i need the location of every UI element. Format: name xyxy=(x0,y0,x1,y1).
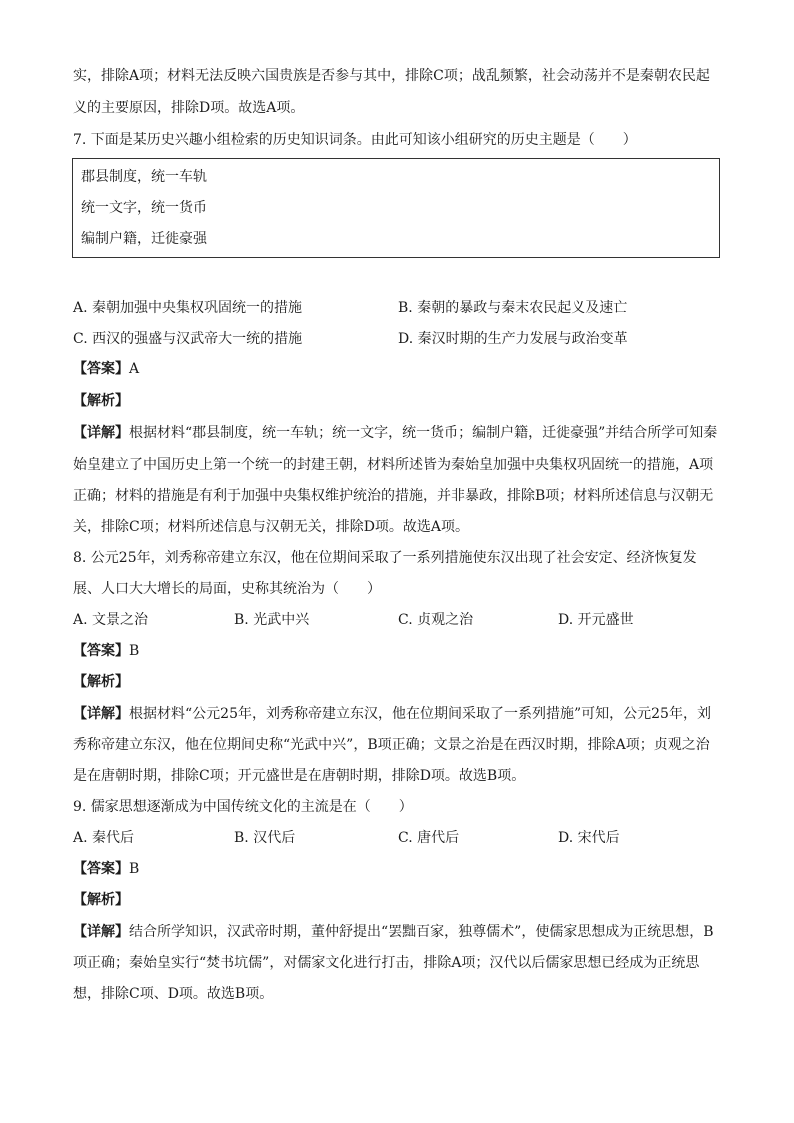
explanation-line: 正确；材料的措施是有利于加强中央集权维护统治的措施，并非暴政，排除B项；材料所述信息与汉朝无 xyxy=(73,488,714,504)
detail-label: 【详解】 xyxy=(73,924,129,940)
option-a: A. 文景之治 xyxy=(73,612,149,628)
question-8-stem: 8. 公元25年，刘秀称帝建立东汉，他在位期间采取了一系列措施使东汉出现了社会安定、经济恢复发 xyxy=(73,550,697,566)
analysis-label: 【解析】 xyxy=(73,892,129,908)
material-line: 统一文字，统一货币 xyxy=(81,200,207,216)
answer-label: 【答案】 xyxy=(73,643,129,659)
answer-line xyxy=(73,641,733,661)
option-a: A. 秦朝加强中央集权巩固统一的措施 xyxy=(73,300,303,316)
option-a: A. 秦代后 xyxy=(73,830,135,846)
question-8-stem: 展、人口大大增长的局面，史称其统治为（ ） xyxy=(73,581,381,597)
option-d: D. 宋代后 xyxy=(558,830,620,846)
explanation-line: 关，排除C项；材料所述信息与汉朝无关，排除D项。故选A项。 xyxy=(73,519,470,535)
explanation-line: 【详解】根据材料“郡县制度，统一车轨；统一文字，统一货币；编制户籍，迁徙豪强”并结合所学可知秦 xyxy=(73,425,718,441)
explanation-line: 项正确；秦始皇实行“焚书坑儒”，对儒家文化进行打击，排除A项；汉代以后儒家思想已经成为正统思 xyxy=(73,955,700,971)
question-7-stem: 7. 下面是某历史兴趣小组检索的历史知识词条。由此可知该小组研究的历史主题是（ ） xyxy=(73,132,637,148)
explanation-line: 秀称帝建立东汉，他在位期间史称“光武中兴”，B项正确；文景之治是在西汉时期，排除A项；贞观之治 xyxy=(73,737,710,753)
analysis-label: 【解析】 xyxy=(73,674,129,690)
detail-label: 【详解】 xyxy=(73,706,129,722)
option-b: B. 光武中兴 xyxy=(234,612,310,628)
answer-line xyxy=(73,359,733,379)
option-c: C. 唐代后 xyxy=(398,830,460,846)
option-b: B. 汉代后 xyxy=(234,830,296,846)
answer-label: 【答案】 xyxy=(73,361,129,377)
detail-label: 【详解】 xyxy=(73,425,129,441)
paragraph-line: 实，排除A项；材料无法反映六国贵族是否参与其中，排除C项；战乱频繁，社会动荡并不是秦朝农民起 xyxy=(73,68,710,84)
answer-line xyxy=(73,859,733,879)
explanation-line: 【详解】结合所学知识，汉武帝时期，董仲舒提出“罢黜百家，独尊儒术”，使儒家思想成为正统思想，B xyxy=(73,924,714,940)
option-d: D. 秦汉时期的生产力发展与政治变革 xyxy=(398,331,628,347)
material-line: 郡县制度，统一车轨 xyxy=(81,169,207,185)
explanation-line: 【详解】根据材料“公元25年，刘秀称帝建立东汉，他在位期间采取了一系列措施”可知，公元25年，刘 xyxy=(73,706,711,722)
question-9-stem: 9. 儒家思想逐渐成为中国传统文化的主流是在（ ） xyxy=(73,799,413,815)
option-d: D. 开元盛世 xyxy=(558,612,634,628)
answer-label: 【答案】 xyxy=(73,861,129,877)
answer-value: A xyxy=(129,361,140,377)
option-b: B. 秦朝的暴政与秦末农民起义及速亡 xyxy=(398,300,628,316)
answer-value: B xyxy=(129,643,140,659)
explanation-line: 始皇建立了中国历史上第一个统一的封建王朝，材料所述皆为秦始皇加强中央集权巩固统一的措施，A项 xyxy=(73,457,714,473)
explanation-line: 是在唐朝时期，排除C项；开元盛世是在唐朝时期，排除D项。故选B项。 xyxy=(73,768,526,784)
answer-value: B xyxy=(129,861,140,877)
material-line: 编制户籍，迁徙豪强 xyxy=(81,231,207,247)
explanation-line: 想，排除C项、D项。故选B项。 xyxy=(73,986,274,1002)
paragraph-line: 义的主要原因，排除D项。故选A项。 xyxy=(73,100,305,116)
material-box xyxy=(72,158,720,258)
option-c: C. 贞观之治 xyxy=(398,612,474,628)
option-c: C. 西汉的强盛与汉武帝大一统的措施 xyxy=(73,331,303,347)
analysis-label: 【解析】 xyxy=(73,393,129,409)
